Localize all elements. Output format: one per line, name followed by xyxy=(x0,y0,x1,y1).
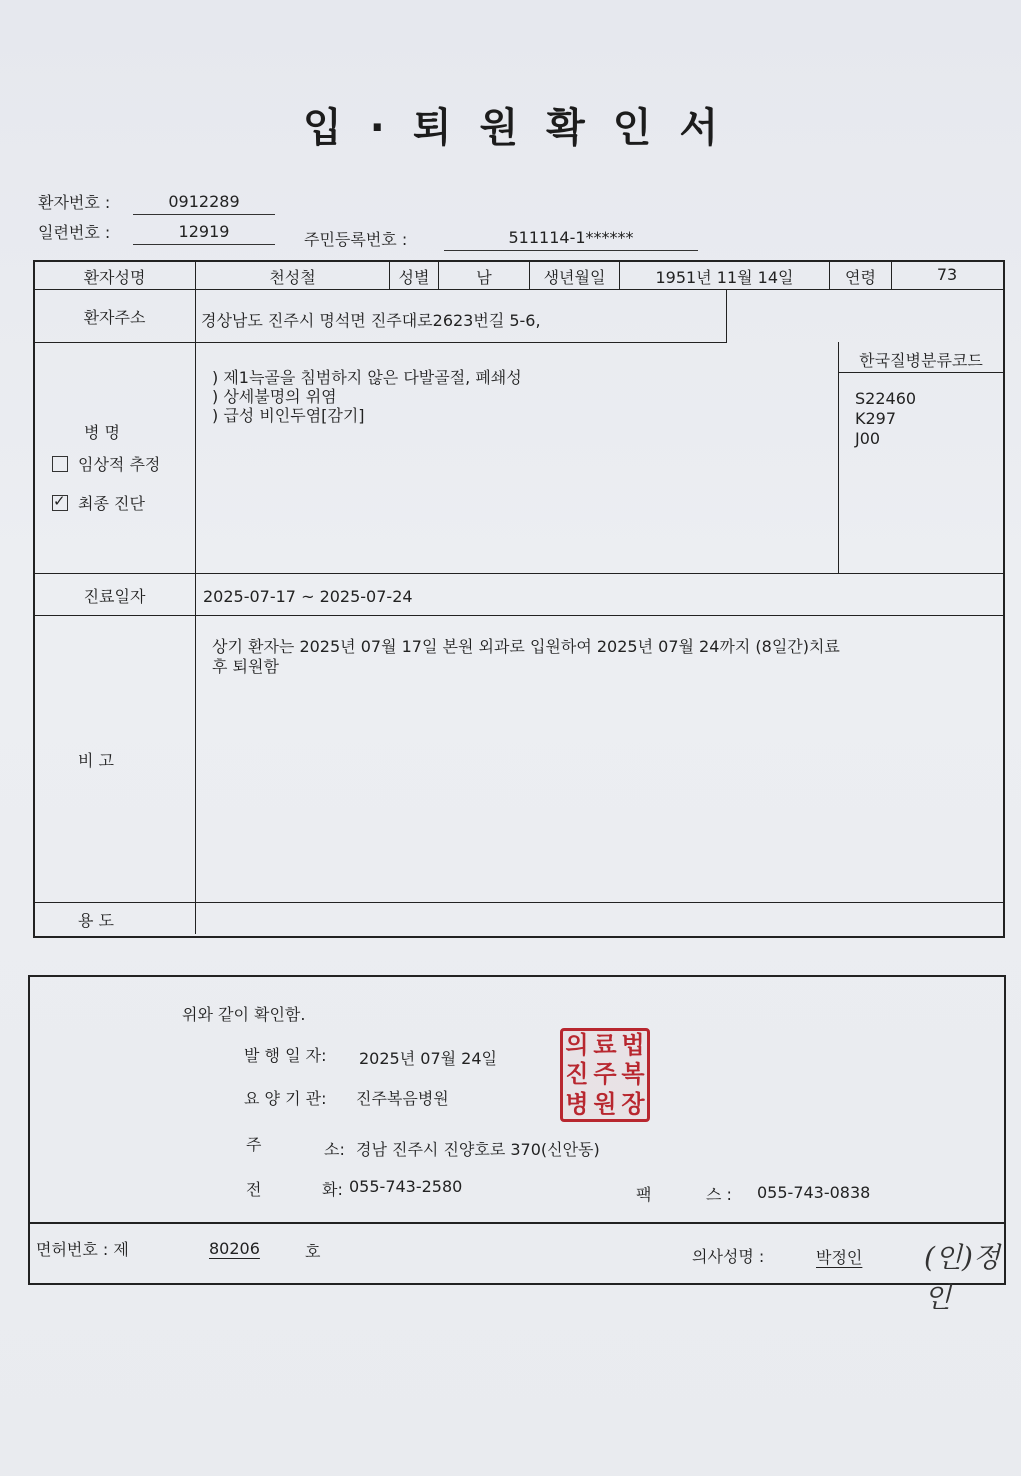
fax-label-right: 스 : xyxy=(706,1185,732,1204)
kcd-label: 한국질병분류코드 xyxy=(859,351,983,370)
name-label: 환자성명 xyxy=(83,268,146,287)
kcd-code: S22460 xyxy=(855,389,917,408)
kcd-code: K297 xyxy=(855,409,897,428)
address-label-left: 주 xyxy=(246,1135,262,1154)
rrn-label: 주민등록번호 : xyxy=(304,230,408,249)
final-checkbox[interactable] xyxy=(52,495,68,511)
sex-value: 남 xyxy=(476,268,492,287)
tel-value: 055-743-2580 xyxy=(349,1177,463,1196)
fax-value: 055-743-0838 xyxy=(757,1183,871,1202)
doctor-signature: (인)정인 xyxy=(924,1241,1000,1314)
doctor-name: 박정인 xyxy=(816,1248,863,1267)
rrn-value: 511114-1****** xyxy=(444,228,698,251)
seal-char: 법 xyxy=(621,1031,645,1059)
period-value: 2025-07-17 ~ 2025-07-24 xyxy=(203,587,413,606)
license-label: 면허번호 : 제 xyxy=(36,1240,129,1259)
remarks-label: 비 고 xyxy=(78,751,114,770)
confirmation-box xyxy=(28,975,1006,1285)
diagnosis-line: ) 급성 비인두염[감기] xyxy=(212,406,365,425)
birth-value: 1951년 11월 14일 xyxy=(655,268,794,287)
seal-char: 료 xyxy=(593,1031,617,1059)
clinical-checkbox[interactable] xyxy=(52,456,68,472)
address-label-right: 소: xyxy=(324,1140,345,1159)
serial-no-label: 일련번호 : xyxy=(38,223,111,242)
institution-value: 진주복음병원 xyxy=(356,1089,449,1108)
seal-char: 장 xyxy=(621,1089,645,1118)
final-label: 최종 진단 xyxy=(78,494,145,513)
serial-no-value: 12919 xyxy=(133,222,275,245)
age-value: 73 xyxy=(936,265,958,284)
diagnosis-line: ) 상세불명의 위염 xyxy=(212,387,337,406)
seal-char: 원 xyxy=(593,1089,617,1118)
institution-address: 경남 진주시 진양호로 370(신안동) xyxy=(356,1140,600,1159)
license-number: 80206 xyxy=(209,1239,260,1258)
diagnosis-label: 병 명 xyxy=(84,423,120,442)
patient-no-label: 환자번호 : xyxy=(38,193,111,212)
diagnosis-line: ) 제1늑골을 침범하지 않은 다발골절, 폐쇄성 xyxy=(212,368,522,387)
final-option xyxy=(52,491,145,514)
seal-char: 진 xyxy=(565,1060,589,1089)
purpose-label: 용 도 xyxy=(78,911,114,930)
document-title: 입·퇴원확인서 xyxy=(302,105,747,151)
tel-label-left: 전 xyxy=(246,1180,262,1199)
remarks-line1: 상기 환자는 2025년 07월 17일 본원 외과로 입원하여 2025년 07월 24까지 (8일간)치료 xyxy=(212,637,840,656)
patient-no-value: 0912289 xyxy=(133,192,275,215)
confirm-text: 위와 같이 확인함. xyxy=(182,1005,306,1024)
hospital-seal xyxy=(560,1028,650,1122)
clinical-label: 임상적 추정 xyxy=(78,455,161,474)
tel-label-right: 화: xyxy=(322,1180,343,1199)
institution-label: 요 양 기 관: xyxy=(244,1089,327,1108)
seal-char: 병 xyxy=(565,1089,589,1118)
name-value: 천성철 xyxy=(269,268,316,287)
remarks-line2: 후 퇴원함 xyxy=(212,657,279,676)
issue-date-label: 발 행 일 자: xyxy=(244,1046,327,1065)
seal-char: 주 xyxy=(593,1060,617,1089)
seal-char: 의 xyxy=(565,1031,589,1059)
period-label: 진료일자 xyxy=(83,587,146,606)
kcd-code: J00 xyxy=(855,429,881,448)
fax-label-left: 팩 xyxy=(636,1185,652,1204)
issue-date-value: 2025년 07월 24일 xyxy=(359,1049,497,1068)
license-suffix: 호 xyxy=(305,1242,321,1261)
age-label: 연령 xyxy=(845,268,876,287)
doctor-label: 의사성명 : xyxy=(692,1247,765,1266)
address-label: 환자주소 xyxy=(83,308,146,327)
seal-char: 복 xyxy=(621,1060,645,1089)
address-value: 경상남도 진주시 명석면 진주대로2623번길 5-6, xyxy=(201,311,541,330)
clinical-option xyxy=(52,452,160,475)
birth-label: 생년월일 xyxy=(543,268,606,287)
sex-label: 성별 xyxy=(398,268,430,287)
